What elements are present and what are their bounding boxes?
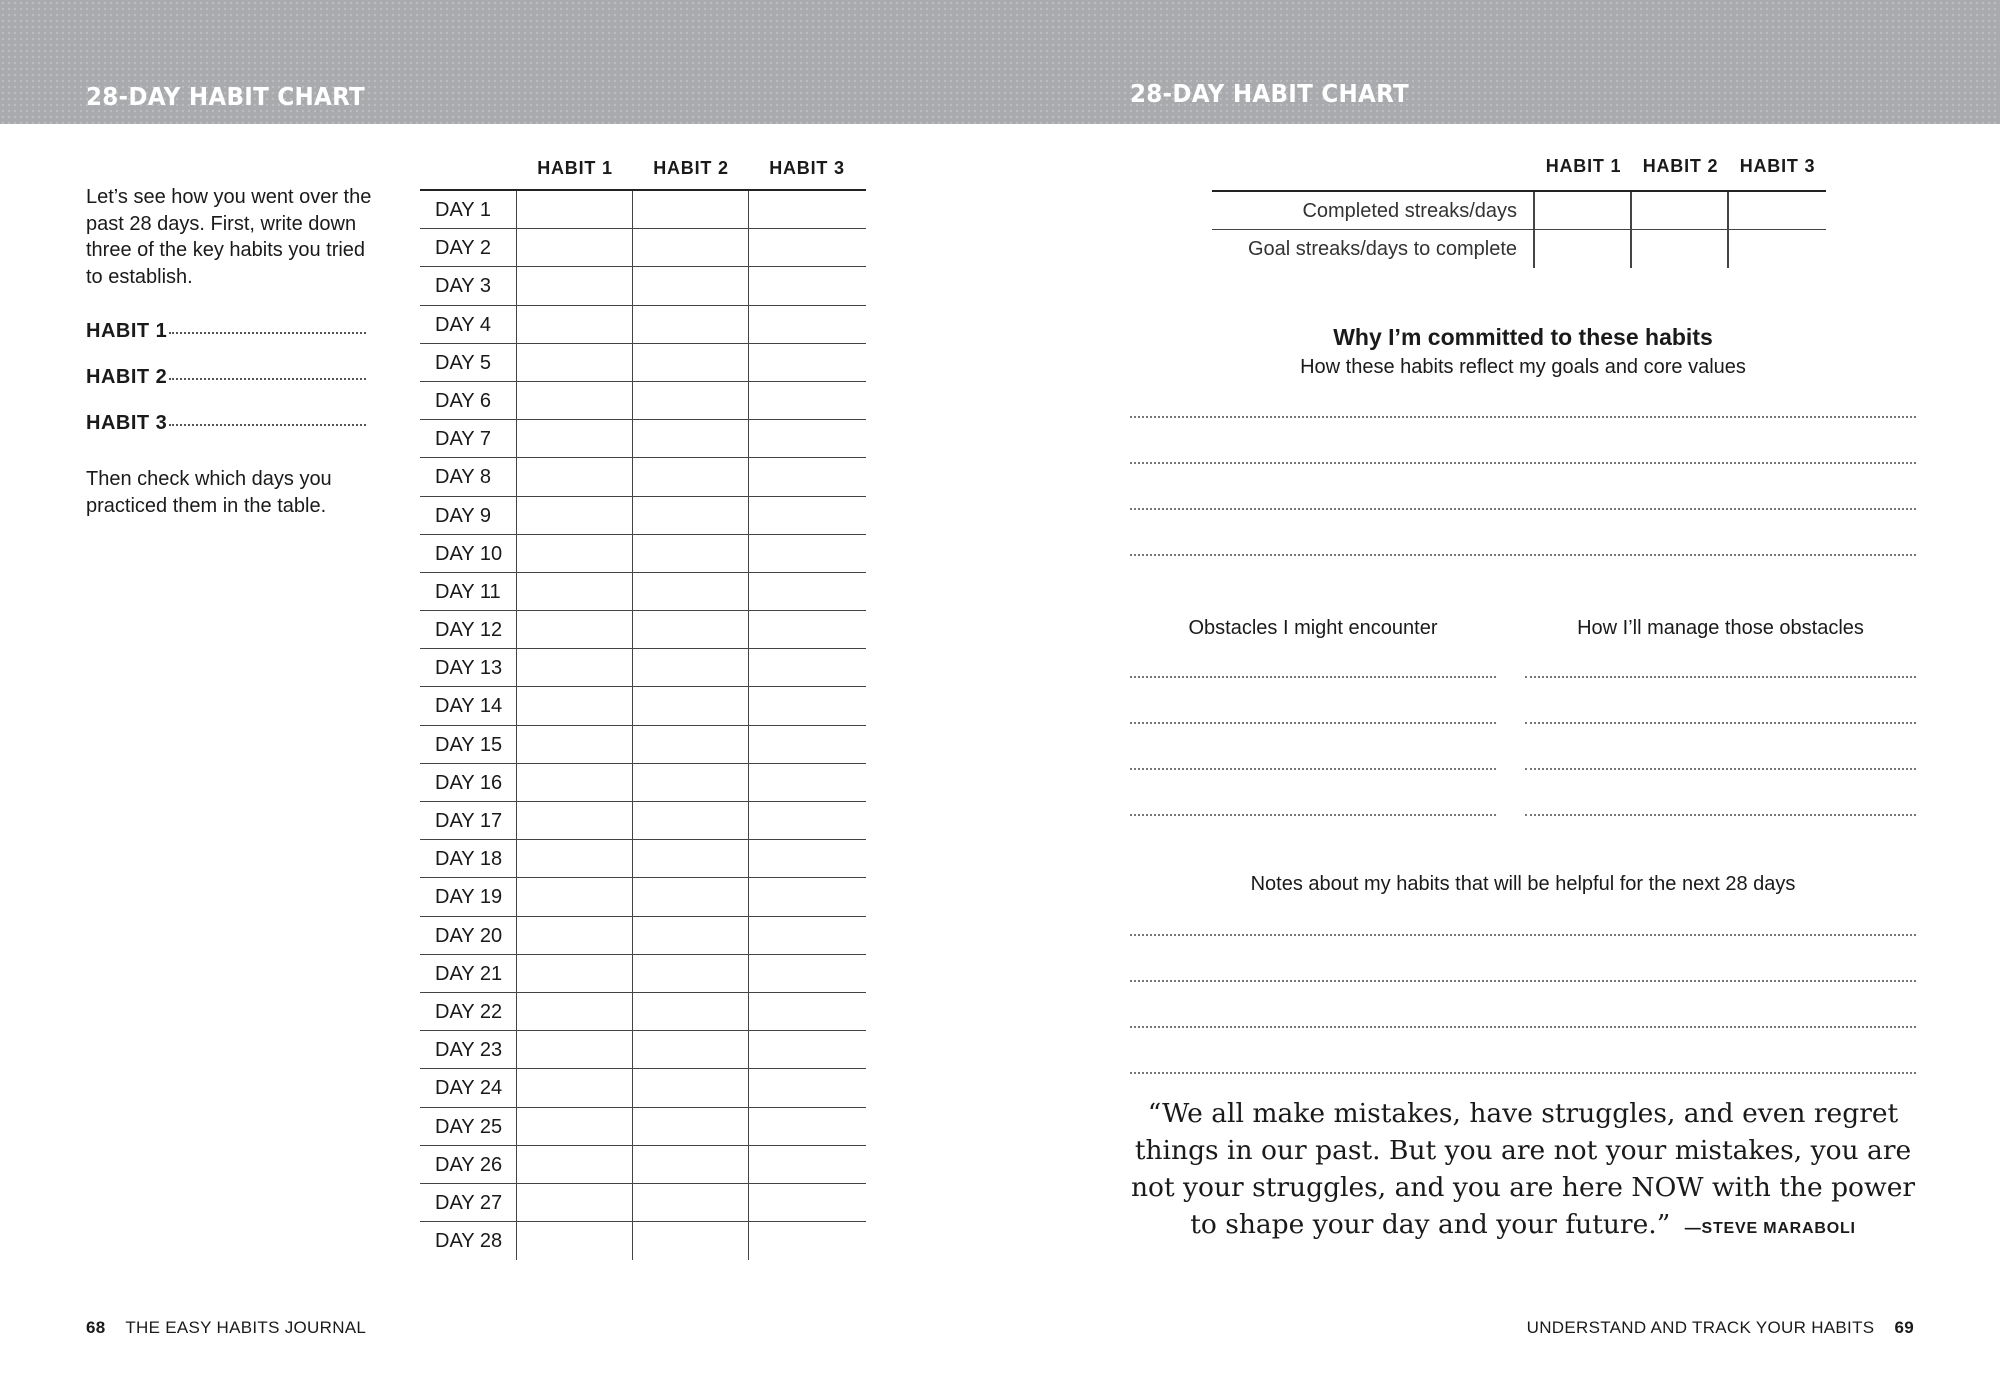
habit-3-check-cell[interactable]	[749, 955, 865, 992]
day-label: DAY 25	[420, 1108, 517, 1145]
habit-1-check-cell[interactable]	[517, 1184, 633, 1221]
habit-3-check-cell[interactable]	[749, 1031, 865, 1068]
manage-obstacles-title: How I’ll manage those obstacles	[1577, 617, 1864, 639]
habit-1-check-cell[interactable]	[517, 382, 633, 419]
streak-row-label: Completed streaks/days	[1212, 192, 1535, 229]
table-row	[420, 611, 866, 649]
habit-2-check-cell[interactable]	[633, 840, 749, 877]
habit-1-check-cell[interactable]	[517, 497, 633, 534]
table-row	[420, 955, 866, 993]
streak-cell[interactable]	[1729, 192, 1826, 229]
right-footer	[1527, 1318, 1914, 1338]
table-row	[420, 840, 866, 878]
table-row	[420, 1108, 866, 1146]
habit-2-check-cell[interactable]	[633, 344, 749, 381]
habit-1-check-cell[interactable]	[517, 1031, 633, 1068]
habit-2-check-cell[interactable]	[633, 382, 749, 419]
notes-write-line[interactable]	[1130, 980, 1916, 982]
day-rows	[420, 191, 866, 1260]
notes-write-line[interactable]	[1130, 1026, 1916, 1028]
notes-write-line[interactable]	[1130, 1072, 1916, 1074]
day-label: DAY 6	[420, 382, 517, 419]
habit-3-check-cell[interactable]	[749, 1108, 865, 1145]
table-row	[420, 726, 866, 764]
streak-row-label: Goal streaks/days to complete	[1212, 230, 1535, 268]
day-label: DAY 23	[420, 1031, 517, 1068]
habit-1-check-cell[interactable]	[517, 1222, 633, 1260]
day-label: DAY 27	[420, 1184, 517, 1221]
table-row	[420, 458, 866, 496]
habit-3-check-cell[interactable]	[749, 1069, 865, 1106]
table-row	[420, 649, 866, 687]
table-row	[420, 1222, 866, 1260]
habit-2-check-cell[interactable]	[633, 649, 749, 686]
manage-write-line[interactable]	[1525, 814, 1916, 816]
habit-1-check-cell[interactable]	[517, 267, 633, 304]
habit-3-check-cell[interactable]	[749, 306, 865, 343]
table-header-habit-3: HABIT 3	[769, 158, 845, 178]
streak-row-goal	[1212, 230, 1826, 268]
habit-3-check-cell[interactable]	[749, 497, 865, 534]
day-label: DAY 19	[420, 878, 517, 915]
streak-header-habit-1: HABIT 1	[1545, 156, 1622, 176]
section-title: UNDERSTAND AND TRACK YOUR HABITS	[1526, 1318, 1875, 1337]
day-label: DAY 21	[420, 955, 517, 992]
table-row	[420, 1146, 866, 1184]
habit-1-check-cell[interactable]	[517, 611, 633, 648]
streak-table	[1212, 190, 1826, 268]
habit-2-check-cell[interactable]	[633, 1184, 749, 1221]
obstacles-title: Obstacles I might encounter	[1188, 617, 1438, 639]
habit-2-check-cell[interactable]	[633, 993, 749, 1030]
habit-1-label: HABIT 1	[86, 320, 168, 342]
habit-3-check-cell[interactable]	[749, 687, 865, 724]
table-row	[420, 344, 866, 382]
habit-2-check-cell[interactable]	[633, 687, 749, 724]
day-label: DAY 10	[420, 535, 517, 572]
table-row	[420, 1031, 866, 1069]
streak-header-habit-3: HABIT 3	[1739, 156, 1816, 176]
habit-2-check-cell[interactable]	[633, 955, 749, 992]
table-row	[420, 535, 866, 573]
habit-2-label: HABIT 2	[86, 366, 168, 388]
habit-3-check-cell[interactable]	[749, 573, 865, 610]
habit-3-write-line[interactable]	[169, 424, 366, 426]
obstacles-write-line[interactable]	[1130, 814, 1496, 816]
table-row	[420, 993, 866, 1031]
book-title: THE EASY HABITS JOURNAL	[125, 1318, 367, 1337]
habit-1-check-cell[interactable]	[517, 1108, 633, 1145]
habit-3-check-cell[interactable]	[749, 267, 865, 304]
habit-2-check-cell[interactable]	[633, 306, 749, 343]
day-label: DAY 28	[420, 1222, 517, 1260]
instruction-text: Then check which days you practiced them in the table.	[86, 468, 332, 517]
day-label: DAY 9	[420, 497, 517, 534]
habit-3-check-cell[interactable]	[749, 917, 865, 954]
day-label: DAY 22	[420, 993, 517, 1030]
table-row	[420, 687, 866, 725]
habit-1-write-line[interactable]	[169, 332, 366, 334]
table-row	[420, 306, 866, 344]
habit-1-check-cell[interactable]	[517, 764, 633, 801]
habit-1-check-cell[interactable]	[517, 878, 633, 915]
habit-3-check-cell[interactable]	[749, 535, 865, 572]
habit-1-check-cell[interactable]	[517, 306, 633, 343]
habit-1-check-cell[interactable]	[517, 687, 633, 724]
streak-cell[interactable]	[1632, 230, 1729, 268]
habit-3-check-cell[interactable]	[749, 802, 865, 839]
day-label: DAY 26	[420, 1146, 517, 1183]
habit-3-label: HABIT 3	[86, 412, 168, 434]
habit-2-check-cell[interactable]	[633, 1222, 749, 1260]
habit-2-check-cell[interactable]	[633, 420, 749, 457]
table-row	[420, 917, 866, 955]
notes-write-line[interactable]	[1130, 934, 1916, 936]
habit-1-check-cell[interactable]	[517, 840, 633, 877]
streak-cell[interactable]	[1632, 192, 1729, 229]
obstacles-write-line[interactable]	[1130, 768, 1496, 770]
day-label: DAY 4	[420, 306, 517, 343]
habit-1-check-cell[interactable]	[517, 191, 633, 228]
habit-3-check-cell[interactable]	[749, 1222, 865, 1260]
habit-3-line[interactable]	[86, 412, 366, 435]
habit-1-check-cell[interactable]	[517, 344, 633, 381]
why-write-line[interactable]	[1130, 508, 1916, 510]
habit-1-check-cell[interactable]	[517, 573, 633, 610]
day-label: DAY 1	[420, 191, 517, 228]
obstacles-write-line[interactable]	[1130, 676, 1496, 678]
left-footer	[86, 1318, 366, 1338]
manage-write-line[interactable]	[1525, 722, 1916, 724]
why-write-line[interactable]	[1130, 462, 1916, 464]
habit-2-check-cell[interactable]	[633, 878, 749, 915]
habit-3-check-cell[interactable]	[749, 1184, 865, 1221]
habit-3-check-cell[interactable]	[749, 420, 865, 457]
habit-2-check-cell[interactable]	[633, 726, 749, 763]
habit-2-write-line[interactable]	[169, 378, 366, 380]
right-page-title: 28-DAY HABIT CHART	[1130, 79, 1410, 108]
manage-write-line[interactable]	[1525, 768, 1916, 770]
why-write-line[interactable]	[1130, 554, 1916, 556]
day-label: DAY 16	[420, 764, 517, 801]
table-row	[420, 191, 866, 229]
habit-2-check-cell[interactable]	[633, 267, 749, 304]
streak-cell[interactable]	[1535, 230, 1632, 268]
left-page-title: 28-DAY HABIT CHART	[86, 82, 366, 111]
why-committed-subtitle: How these habits reflect my goals and core values	[1300, 356, 1746, 378]
habit-3-check-cell[interactable]	[749, 229, 865, 266]
quote-block	[1130, 1095, 1916, 1247]
why-committed-title: Why I’m committed to these habits	[1333, 324, 1713, 350]
table-row	[420, 764, 866, 802]
intro-text: Let’s see how you went over the past 28 days. First, write down three of the key habits you tried to establish.	[86, 186, 372, 288]
day-label: DAY 20	[420, 917, 517, 954]
table-row	[420, 1069, 866, 1107]
habit-2-check-cell[interactable]	[633, 917, 749, 954]
habit-2-check-cell[interactable]	[633, 497, 749, 534]
habit-3-check-cell[interactable]	[749, 993, 865, 1030]
quote-text: “We all make mistakes, have struggles, and even regret things in our past. But you are not your mistakes, you are not your struggles, and you are here NOW with the power to shape your day and your future.”	[1130, 1098, 1916, 1240]
habit-1-check-cell[interactable]	[517, 229, 633, 266]
habit-2-check-cell[interactable]	[633, 611, 749, 648]
habit-2-check-cell[interactable]	[633, 1108, 749, 1145]
habit-1-check-cell[interactable]	[517, 420, 633, 457]
habit-1-check-cell[interactable]	[517, 726, 633, 763]
habit-2-check-cell[interactable]	[633, 191, 749, 228]
manage-write-line[interactable]	[1525, 676, 1916, 678]
habit-3-check-cell[interactable]	[749, 382, 865, 419]
habit-2-check-cell[interactable]	[633, 1031, 749, 1068]
day-label: DAY 17	[420, 802, 517, 839]
table-row	[420, 802, 866, 840]
day-label: DAY 7	[420, 420, 517, 457]
habit-1-check-cell[interactable]	[517, 917, 633, 954]
habit-3-check-cell[interactable]	[749, 611, 865, 648]
habit-1-check-cell[interactable]	[517, 955, 633, 992]
habit-2-check-cell[interactable]	[633, 802, 749, 839]
right-page-number: 69	[1894, 1318, 1914, 1337]
quote-author: —STEVE MARABOLI	[1684, 1220, 1856, 1237]
habit-3-check-cell[interactable]	[749, 878, 865, 915]
table-row	[420, 420, 866, 458]
day-label: DAY 12	[420, 611, 517, 648]
day-label: DAY 13	[420, 649, 517, 686]
day-label: DAY 5	[420, 344, 517, 381]
table-row	[420, 229, 866, 267]
table-header-habit-1: HABIT 1	[537, 158, 613, 178]
habit-3-check-cell[interactable]	[749, 1146, 865, 1183]
habit-3-check-cell[interactable]	[749, 726, 865, 763]
habit-3-check-cell[interactable]	[749, 191, 865, 228]
habit-1-check-cell[interactable]	[517, 535, 633, 572]
obstacles-write-line[interactable]	[1130, 722, 1496, 724]
habit-1-check-cell[interactable]	[517, 649, 633, 686]
habit-1-check-cell[interactable]	[517, 1146, 633, 1183]
habit-1-check-cell[interactable]	[517, 802, 633, 839]
table-row	[420, 382, 866, 420]
notes-title: Notes about my habits that will be helpful for the next 28 days	[1250, 873, 1796, 895]
day-label: DAY 3	[420, 267, 517, 304]
habit-2-check-cell[interactable]	[633, 229, 749, 266]
habit-2-check-cell[interactable]	[633, 458, 749, 495]
table-row	[420, 497, 866, 535]
day-tracking-table	[420, 189, 866, 1260]
table-row	[420, 878, 866, 916]
day-label: DAY 8	[420, 458, 517, 495]
habit-2-line[interactable]	[86, 366, 366, 389]
day-label: DAY 24	[420, 1069, 517, 1106]
habit-2-check-cell[interactable]	[633, 1069, 749, 1106]
habit-3-check-cell[interactable]	[749, 458, 865, 495]
habit-3-check-cell[interactable]	[749, 764, 865, 801]
habit-3-check-cell[interactable]	[749, 649, 865, 686]
habit-1-check-cell[interactable]	[517, 1069, 633, 1106]
table-row	[420, 267, 866, 305]
day-label: DAY 14	[420, 687, 517, 724]
day-label: DAY 18	[420, 840, 517, 877]
habit-2-check-cell[interactable]	[633, 1146, 749, 1183]
table-row	[420, 1184, 866, 1222]
streak-header-habit-2: HABIT 2	[1642, 156, 1719, 176]
day-label: DAY 15	[420, 726, 517, 763]
streak-cell[interactable]	[1729, 230, 1826, 268]
habit-2-check-cell[interactable]	[633, 573, 749, 610]
why-write-line[interactable]	[1130, 416, 1916, 418]
habit-1-line[interactable]	[86, 320, 366, 343]
streak-row-completed	[1212, 192, 1826, 230]
table-header-habit-2: HABIT 2	[653, 158, 729, 178]
streak-cell[interactable]	[1535, 192, 1632, 229]
day-label: DAY 11	[420, 573, 517, 610]
habit-1-check-cell[interactable]	[517, 993, 633, 1030]
day-label: DAY 2	[420, 229, 517, 266]
habit-1-check-cell[interactable]	[517, 458, 633, 495]
left-page-number: 68	[86, 1318, 106, 1337]
habit-3-check-cell[interactable]	[749, 840, 865, 877]
habit-3-check-cell[interactable]	[749, 344, 865, 381]
table-row	[420, 573, 866, 611]
habit-2-check-cell[interactable]	[633, 535, 749, 572]
habit-2-check-cell[interactable]	[633, 764, 749, 801]
